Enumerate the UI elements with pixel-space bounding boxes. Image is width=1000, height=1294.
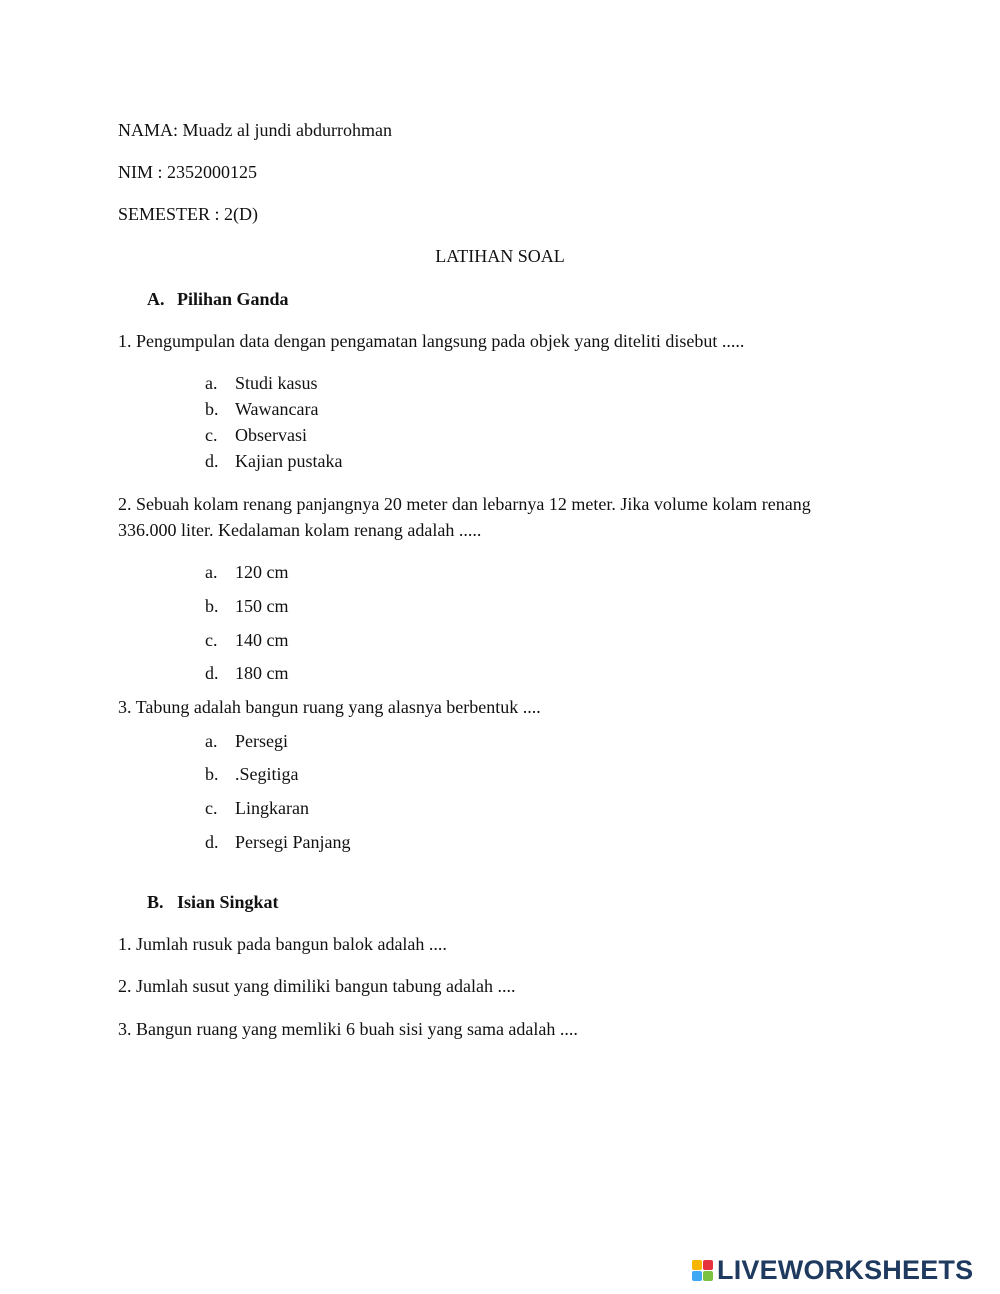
option-text: Persegi [235,731,288,751]
option-letter: d. [205,832,219,852]
option-a1-c [205,422,307,448]
section-b-letter: B. [147,892,164,912]
section-a-title: Pilihan Ganda [177,289,289,309]
question-b3: 3. Bangun ruang yang memliki 6 buah sisi yang sama adalah .... [118,1019,578,1039]
option-a2-c [205,627,289,653]
option-letter: c. [205,630,218,650]
option-text: .Segitiga [235,764,299,784]
section-a-heading [147,286,289,312]
logo-square-4 [703,1271,713,1281]
option-letter: b. [205,399,219,419]
option-letter: a. [205,731,218,751]
logo-square-3 [692,1271,702,1281]
option-letter: a. [205,562,218,582]
option-a2-b [205,593,289,619]
option-text: Wawancara [235,399,319,419]
liveworksheets-logo [692,1255,973,1285]
question-a2-line2: 336.000 liter. Kedalaman kolam renang adalah ..... [118,520,482,540]
option-text: Studi kasus [235,373,318,393]
question-a2-line1: 2. Sebuah kolam renang panjangnya 20 meter dan lebarnya 12 meter. Jika volume kolam renang [118,494,811,514]
option-a2-d [205,660,289,686]
option-letter: b. [205,596,219,616]
option-a1-d [205,448,342,474]
liveworksheets-logo-icon [692,1260,713,1281]
option-text: Kajian pustaka [235,451,343,471]
option-letter: d. [205,663,219,683]
logo-square-2 [703,1260,713,1270]
section-b-title: Isian Singkat [177,892,279,912]
option-a3-b [205,761,299,787]
option-text: 150 cm [235,596,289,616]
option-text: Observasi [235,425,307,445]
option-text: Persegi Panjang [235,832,351,852]
option-letter: b. [205,764,219,784]
student-semester: SEMESTER : 2(D) [118,204,259,224]
option-letter: a. [205,373,218,393]
option-a3-c [205,795,309,821]
student-name: NAMA: Muadz al jundi abdurrohman [118,120,392,140]
option-a3-d [205,829,350,855]
section-a-letter: A. [147,289,165,309]
option-a1-a [205,370,318,396]
section-b-heading [147,889,279,915]
logo-text: LIVEWORKSHEETS [717,1254,974,1285]
question-a1: 1. Pengumpulan data dengan pengamatan langsung pada objek yang diteliti disebut ..... [118,331,745,351]
student-nim: NIM : 2352000125 [118,162,257,182]
question-b1: 1. Jumlah rusuk pada bangun balok adalah .... [118,934,447,954]
question-b2: 2. Jumlah susut yang dimiliki bangun tabung adalah .... [118,976,516,996]
option-letter: c. [205,425,218,445]
option-text: 180 cm [235,663,289,683]
question-a3: 3. Tabung adalah bangun ruang yang alasnya berbentuk .... [118,697,541,717]
option-text: Lingkaran [235,798,309,818]
option-a2-a [205,559,289,585]
option-text: 120 cm [235,562,289,582]
option-letter: d. [205,451,219,471]
option-letter: c. [205,798,218,818]
option-a1-b [205,396,319,422]
page-title: LATIHAN SOAL [435,246,565,266]
option-text: 140 cm [235,630,289,650]
option-a3-a [205,728,288,754]
logo-square-1 [692,1260,702,1270]
